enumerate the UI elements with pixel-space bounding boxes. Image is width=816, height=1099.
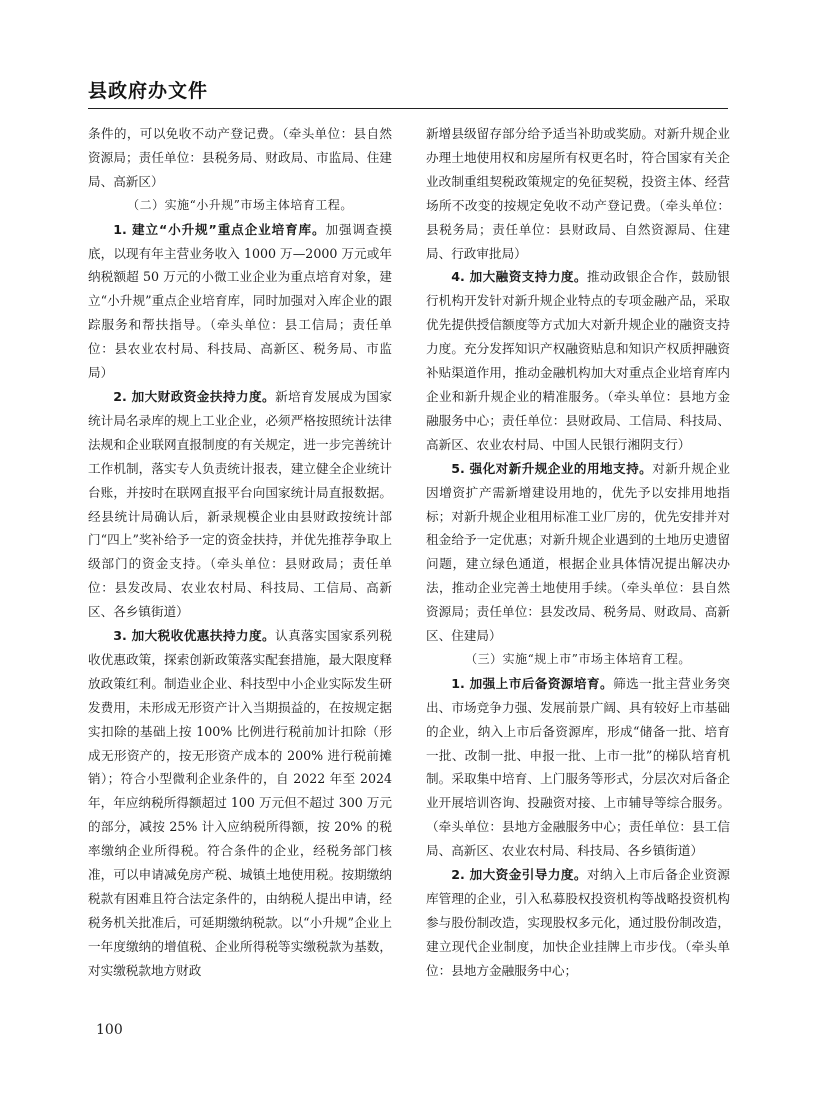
section-heading-3: （三）实施“规上市”市场主体培育工程。 (465, 651, 691, 666)
item-title: 5. 强化对新升规企业的用地支持。 (451, 460, 653, 476)
item-title: 3. 加大税收优惠扶持力度。 (113, 628, 276, 644)
item-title: 1. 加强上市后备资源培育。 (451, 675, 614, 691)
item-1 (88, 218, 392, 385)
item-title: 4. 加大融资支持力度。 (451, 269, 587, 285)
item-title: 1. 建立“小升规”重点企业培育库。 (113, 221, 326, 237)
item-body: 对新升规企业因增资扩产需新增建设用地的，优先予以安排用地指标；对新升规企业租用标准工业厂房的，优先安排并对租金给予一定优惠；对新升规企业遇到的土地历史遗留问题，建立绿色通道，根据企业具体情况提出解决办法，推动企业完善土地使用手续。（牵头单位：县自然资源局；责任单位：县发改局、税务局、财政局、高新区、住建局） (426, 460, 731, 644)
page-number: 100 (96, 1022, 123, 1038)
item-body: 筛选一批主营业务突出、市场竞争力强、发展前景广阔、具有较好上市基础的企业，纳入上市后备资源库，形成“储备一批、培育一批、改制一批、申报一批、上市一批”的梯队培育机制。采取集中培育、上门服务等形式，分层次对后备企业开展培训咨询、投融资对接、上市辅导等综合服务。（牵头单位：县地方金融服务中心；责任单位：县工信局、高新区、农业农村局、科技局、各乡镇街道） (426, 675, 731, 859)
item-body: 新培育发展成为国家统计局名录库的规上工业企业，必须严格按照统计法律法规和企业联网直报制度的有关规定，进一步完善统计工作机制，落实专人负责统计报表，建立健全企业统计台账，并按时在联网直报平台向国家统计局直报数据。经县统计局确认后，新录规模企业由县财政按统计部门“四上”奖补给予一定的资金扶持，并优先推荐争取上级部门的资金支持。（牵头单位：县财政局；责任单位：县发改局、农业农村局、科技局、工信局、高新区、各乡镇街道） (88, 388, 393, 620)
item-4 (426, 265, 730, 456)
header-divider (88, 108, 728, 109)
item-title: 2. 加大资金引导力度。 (451, 867, 587, 883)
item-title: 2. 加大财政资金扶持力度。 (113, 388, 276, 404)
item-body: 对纳入上市后备企业资源库管理的企业，引入私募股权投资机构等战略投资机构参与股份制改造，实现股权多元化，通过股份制改造，建立现代企业制度，加快企业挂牌上市步伐。（牵头单位：县地方金融服务中心； (426, 867, 731, 978)
item-2 (88, 385, 392, 624)
left-column (88, 122, 392, 983)
item-3 (88, 624, 392, 983)
item-body: 推动政银企合作，鼓励银行机构开发针对新升规企业特点的专项金融产品，采取优先提供授信额度等方式加大对新升规企业的融资支持力度。充分发挥知识产权融资贴息和知识产权质押融资补贴渠道作用，推动金融机构加大对重点企业培育库内企业和新升规企业的精准服务。（牵头单位：县地方金融服务中心；责任单位：县财政局、工信局、科技局、高新区、农业农村局、中国人民银行湘阴支行） (426, 269, 731, 452)
s3-item-1 (426, 672, 730, 863)
right-column (426, 122, 730, 983)
item-body: 加强调查摸底，以现有年主营业务收入 1000 万—2000 万元或年纳税额超 50 万元的小微工业企业为重点培育对象，建立“小升规”重点企业培育库，同时加强对入库企业的跟踪服务和帮扶指导。（牵头单位：县工信局；责任单位：县农业农村局、科技局、高新区、税务局、市监局） (88, 221, 392, 381)
item-5 (426, 457, 730, 648)
section-heading-2: （二）实施“小升规”市场主体培育工程。 (127, 197, 353, 212)
paragraph: 条件的，可以免收不动产登记费。（牵头单位：县自然资源局；责任单位：县税务局、财政局、市监局、住建局、高新区） (88, 126, 392, 189)
paragraph: 新增县级留存部分给予适当补助或奖励。对新升规企业办理土地使用权和房屋所有权更名时，符合国家有关企业改制重组契税政策规定的免征契税，投资主体、经营场所不改变的按规定免收不动产登记费。（牵头单位：县税务局；责任单位：县财政局、自然资源局、住建局、行政审批局） (426, 126, 730, 261)
page-header-title: 县政府办文件 (88, 80, 209, 102)
item-body: 认真落实国家系列税收优惠政策，探索创新政策落实配套措施，最大限度释放政策红利。制造业企业、科技型中小企业实际发生研发费用，未形成无形资产计入当期损益的，在按规定据实扣除的基础上按 100% 比例进行税前加计扣除（形成无形资产的，按无形资产成本的 200% 进行税前摊销）；符合小型微利企业条件的，自 2022 年至 2024 年，年应纳税所得额超过 100 万元但不超过 300 万元的部分，减按 25% 计入应纳税所得额，按 20% 的税率缴纳企业所得税。符合条件的企业，经税务部门核准，可以申请减免房产税、城镇土地使用税。按期缴纳税款有困难且符合法定条件的，由纳税人提出申请，经税务机关批准后，可延期缴纳税款。以“小升规”企业上一年度缴纳的增值税、企业所得税等实缴税款为基数，对实缴税款地方财政 (88, 628, 393, 978)
s3-item-2 (426, 863, 730, 983)
